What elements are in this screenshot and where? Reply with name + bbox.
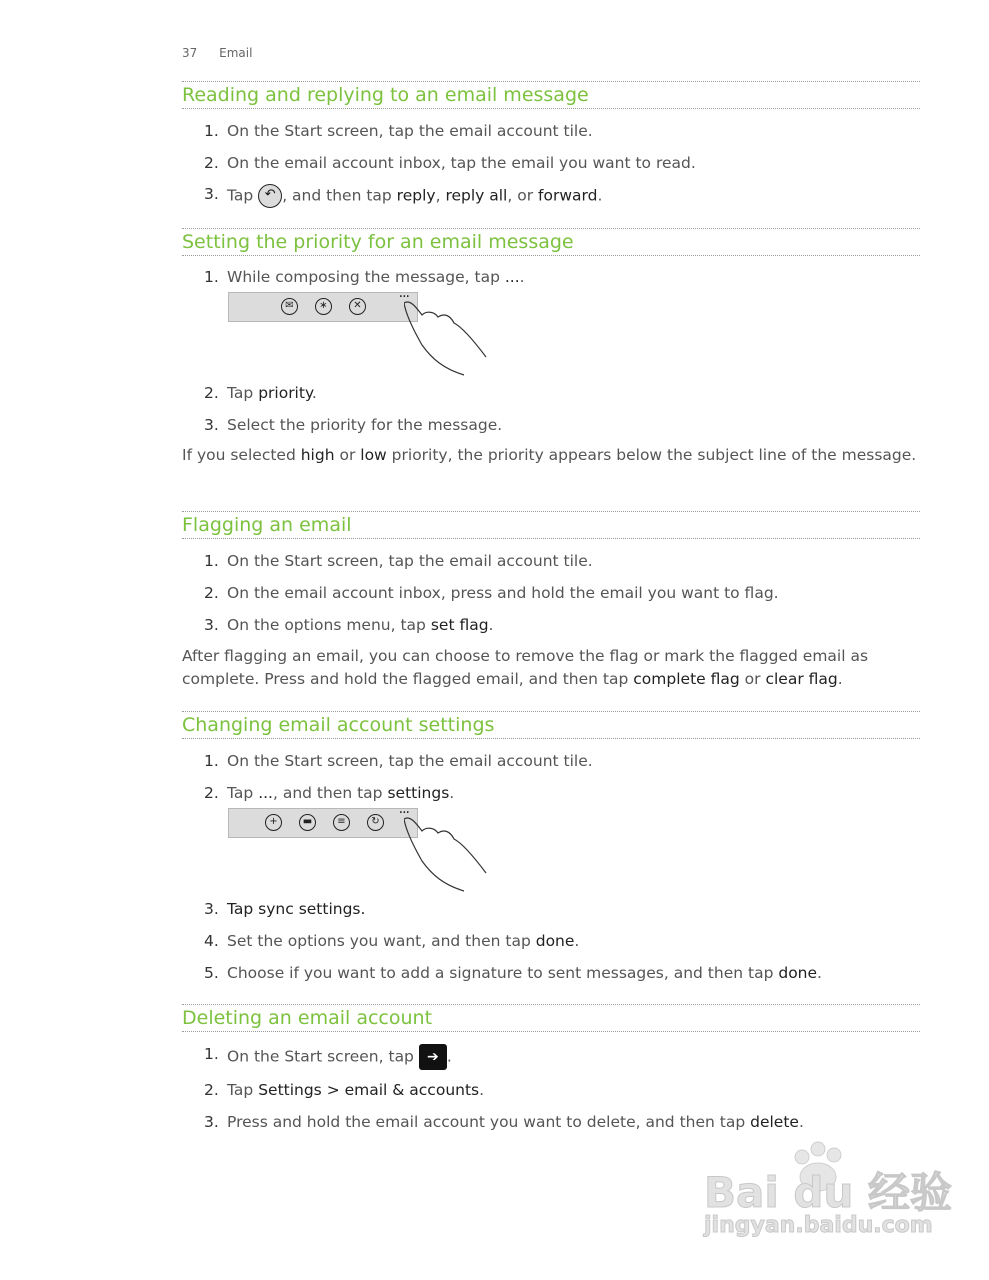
section-title: Deleting an email account [182,1004,920,1032]
section-account-settings [182,711,920,983]
step-item: 1. On the Start screen, tap the email account tile. [204,552,593,570]
flag-note: After flagging an email, you can choose to remove the flag or mark the flagged email as complete. Press and hold the flagged email, and then tap complete flag or clear flag. [182,647,869,688]
section-reading-replying [182,81,920,208]
section-flagging [182,511,920,691]
compose-appbar-figure [182,287,920,383]
page-number: 37 [182,46,198,60]
step-item: 1. On the Start screen, tap the email account tile. [204,122,593,140]
hand-pointer-icon [404,817,494,897]
section-title: Setting the priority for an email message [182,228,920,256]
step-item: 3. Select the priority for the message. [204,416,503,434]
watermark-brand: Bai du 经验 [704,1168,952,1217]
step-item: 2. Tap priority. [204,384,317,402]
compose-appbar [228,289,418,322]
section-deleting-account [182,1004,920,1132]
reply-icon: ↶ [258,184,282,208]
priority-note: If you selected high or low priority, the priority appears below the subject line of the message. [182,446,917,464]
sync-icon: ↻ [367,814,384,831]
step-item: 1. On the Start screen, tap the email account tile. [204,752,593,770]
page-header [182,46,252,60]
section-priority [182,228,920,467]
step-item: 2. Tap Settings > email & accounts. [204,1081,485,1099]
more-dots-icon: ··· [398,289,409,305]
baidu-watermark [700,1135,952,1245]
step-item: 3. Press and hold the email account you want to delete, and then tap delete. [204,1113,804,1131]
watermark-url: jingyan.baidu.com [704,1213,933,1238]
arrow-right-icon: ➔ [419,1044,447,1070]
step-item: 3. Tap ↶ , and then tap reply, reply all, or forward. [182,184,920,208]
step-item: 2. Tap ..., and then tap settings. [204,784,455,802]
section-title: Flagging an email [182,511,920,539]
step-item: 5. Choose if you want to add a signature to sent messages, and then tap done. [204,964,822,982]
section-title: Changing email account settings [182,711,920,739]
step-item: 1. On the Start screen, tap ➔ . [182,1044,920,1070]
select-icon: ≡ [333,814,350,831]
step-item: 2. On the email account inbox, tap the email you want to read. [204,154,696,172]
step-item: 1. While composing the message, tap .... [204,268,525,286]
hand-pointer-icon [404,301,494,381]
step-item: 2. On the email account inbox, press and hold the email you want to flag. [204,584,779,602]
inbox-appbar-figure [182,803,920,899]
new-icon: + [265,814,282,831]
step-item: 3. On the options menu, tap set flag. [204,616,494,634]
section-title: Reading and replying to an email message [182,81,920,109]
discard-icon: ✕ [349,298,366,315]
chapter-title: Email [219,46,253,60]
inbox-appbar [228,805,418,838]
attach-icon: ∗ [315,298,332,315]
more-dots-icon: ··· [398,805,409,821]
step-item: 4. Set the options you want, and then tap done. [204,932,580,950]
send-icon: ✉ [281,298,298,315]
folders-icon: ▬ [299,814,316,831]
step-item: 3. Tap sync settings. [204,900,366,918]
